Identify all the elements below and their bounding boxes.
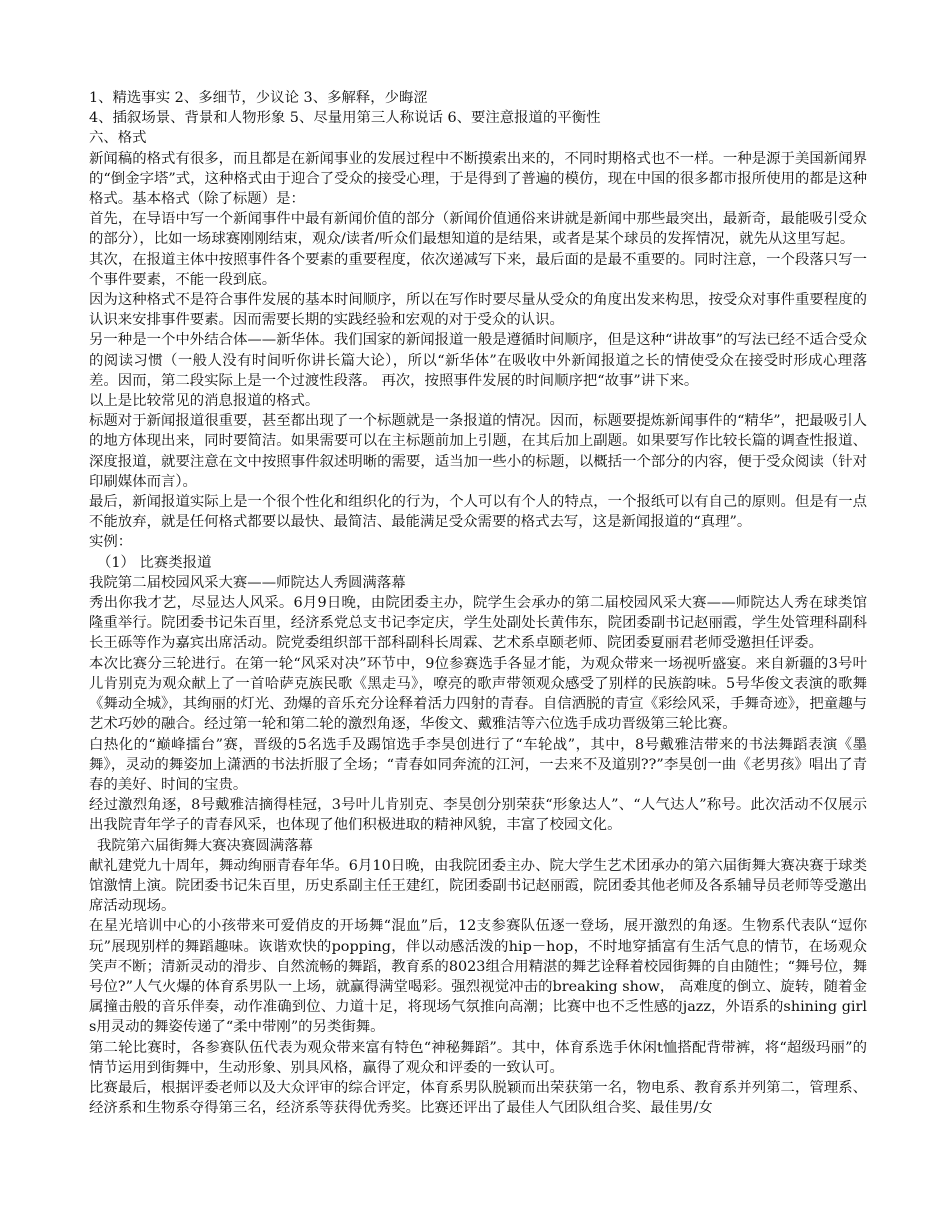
article-title-talent-show: 我院第二届校园风采大赛——师院达人秀圆满落幕 <box>89 574 406 591</box>
paragraph-second-step: 其次，在报道主体中按照事件各个要素的重要程度，依次递减写下来，最后面的是最不重要的。同时注意，一个段落只写一个事件要素，不能一段到底。 <box>89 251 867 288</box>
article-street-dance-round-two: 第二轮比赛时，各参赛队伍代表为观众带来富有特色“神秘舞蹈”。其中，体育系选手休闲t恤搭配背带裤，将“超级玛丽”的情节运用到街舞中，生动形象、别具风格，赢得了观众和评委的一致认可。 <box>89 1039 867 1076</box>
paragraph-format-intro: 新闻稿的格式有很多，而且都是在新闻事业的发展过程中不断摸索出来的，不同时期格式也不一样。一种是源于美国新闻界的“倒金字塔”式，这种格式由于迎合了受众的接受心理，于是得到了普遍的模仿，现在中国的很多都市报所使用的都是这种格式。基本格式（除了标题）是： <box>89 150 867 208</box>
paragraph-format-reason: 因为这种格式不是符合事件发展的基本时间顺序，所以在写作时要尽量从受众的角度出发来构思，按受众对事件重要程度的认识来安排事件要素。因而需要长期的实践经验和宏观的对于受众的认识。 <box>89 292 867 329</box>
paragraph-first-step: 首先，在导语中写一个新闻事件中最有新闻价值的部分（新闻价值通俗来讲就是新闻中那些最突出，最新奇，最能吸引受众的部分），比如一场球赛刚刚结束，观众/读者/听众们最想知道的是结果，或者是某个球员的发挥情况，就先从这里写起。 <box>89 211 867 248</box>
article-street-dance-result: 比赛最后，根据评委老师以及大众评审的综合评定，体育系男队脱颖而出荣获第一名，物电系、教育系并列第二，管理系、经济系和生物系夺得第三名，经济系等获得优秀奖。比赛还评出了最佳人气团队组合奖、最佳男/女 <box>89 1079 867 1117</box>
document-body <box>89 88 867 1118</box>
paragraph-common-format: 以上是比较常见的消息报道的格式。 <box>89 393 320 410</box>
paragraph-xinhua-style: 另一种是一个中外结合体——新华体。我们国家的新闻报道一般是遵循时间顺序，但是这种“讲故事”的写法已经不适合受众的阅读习惯（一般人没有时间听你讲长篇大论），所以“新华体”在吸收中外新闻报道之长的情使受众在接受时形成心理落差。因而，第二段实际上是一个过渡性段落。 再次，按照事件发展的时间顺序把“故事”讲下来。 <box>89 332 867 389</box>
article-talent-show-result: 经过激烈角逐，8号戴雅洁摘得桂冠，3号叶儿肯别克、李昊创分别荣获“形象达人”、“人气达人”称号。此次活动不仅展示出我院青年学子的青春风采，也体现了他们积极进取的精神风貌，丰富了校园文化。 <box>89 797 867 834</box>
article-street-dance-intro: 献礼建党九十周年，舞动绚丽青春年华。6月10日晚，由我院团委主办、院大学生艺术团承办的第六届街舞大赛决赛于球类馆激情上演。院团委书记朱百里，历史系副主任王建红，院团委副书记赵丽霞，院团委其他老师及各系辅导员老师等受邀出席活动现场。 <box>89 857 867 915</box>
paragraph-headline: 标题对于新闻报道很重要，甚至都出现了一个标题就是一条报道的情况。因而，标题要提炼新闻事件的“精华”，把最吸引人的地方体现出来，同时要简洁。如果需要可以在主标题前加上引题，在其后加上副题。如果要写作比较长篇的调查性报道、深度报道，就要注意在文中按照事件叙述明晰的需要，适当加一些小的标题，以概括一个部分的内容，便于受众阅读（针对印刷媒体而言）。 <box>89 413 867 490</box>
article-title-street-dance: 我院第六届街舞大赛决赛圆满落幕 <box>97 837 313 854</box>
section-heading-format: 六、格式 <box>89 130 147 147</box>
heading-competition-reports: （1） 比赛类报道 <box>97 554 212 571</box>
article-street-dance-performances: 在星光培训中心的小孩带来可爱俏皮的开场舞“混血”后，12支参赛队伍逐一登场，展开激烈的角逐。生物系代表队“逗你玩”展现别样的舞蹈趣味。诙谐欢快的popping，伴以动感活泼的hip－hop，不时地穿插富有生活气息的情节，在场观众笑声不断；清新灵动的滑步、自然流畅的舞蹈，教育系的8023组合用精湛的舞艺诠释着校园街舞的自由随性；“舞号位，舞号位?”人气火爆的体育系男队一上场，就赢得满堂喝彩。强烈视觉冲击的breaking show， 高难度的倒立、旋转，随着金属撞击般的音乐伴奏，动作准确到位、力道十足，将现场气氛推向高潮；比赛中也不乏性感的jazz，外语系的shining girls用灵动的舞姿传递了“柔中带刚”的另类街舞。 <box>89 918 867 1036</box>
paragraph-conclusion: 最后，新闻报道实际上是一个很个性化和组织化的行为，个人可以有个人的特点，一个报纸可以有自己的原则。但是有一点不能放弃，就是任何格式都要以最快、最简洁、最能满足受众需要的格式去写，这是新闻报道的“真理”。 <box>89 494 867 531</box>
article-talent-show-round-one: 本次比赛分三轮进行。在第一轮“风采对决”环节中，9位参赛选手各显才能，为观众带来一场视听盛宴。来自新疆的3号叶儿肯别克为观众献上了一首哈萨克族民歌《黑走马》，嘹亮的歌声带领观众感受了别样的民族韵味。5号华俊文表演的歌舞《舞动全城》，其绚丽的灯光、劲爆的音乐充分诠释着活力四射的青春。自信洒脱的青宣《彩绘风采，手舞奇迹》，把童趣与艺术巧妙的融合。经过第一轮和第二轮的激烈角逐，华俊文、戴雅洁等六位选手成功晋级第三轮比赛。 <box>89 655 867 733</box>
heading-examples: 实例： <box>89 534 133 551</box>
summary-points-2: 4、插叙场景、背景和人物形象 5、尽量用第三人称说话 6、要注意报道的平衡性 <box>89 110 601 127</box>
article-talent-show-final: 白热化的“巅峰擂台”赛，晋级的5名选手及踢馆选手李昊创进行了“车轮战”，其中，8号戴雅洁带来的书法舞蹈表演《墨舞》，灵动的舞姿加上潇洒的书法折服了全场；“青春如同奔流的江河，一去来不及道别??”李昊创一曲《老男孩》唱出了青春的美好、时间的宝贵。 <box>89 736 867 793</box>
article-talent-show-intro: 秀出你我才艺，尽显达人风采。6月9日晚，由院团委主办，院学生会承办的第二届校园风采大赛——师院达人秀在球类馆隆重举行。院团委书记朱百里，经济系党总支书记李定庆，学生处副处长黄伟东，院团委副书记赵丽霞，学生处管理科副科长王砾等作为嘉宾出席活动。院党委组织部干部科副科长周霖、艺术系卓颐老师、院团委夏丽君老师受邀担任评委。 <box>89 595 867 652</box>
summary-points-1: 1、精选事实 2、多细节，少议论 3、多解释，少晦涩 <box>89 90 428 106</box>
